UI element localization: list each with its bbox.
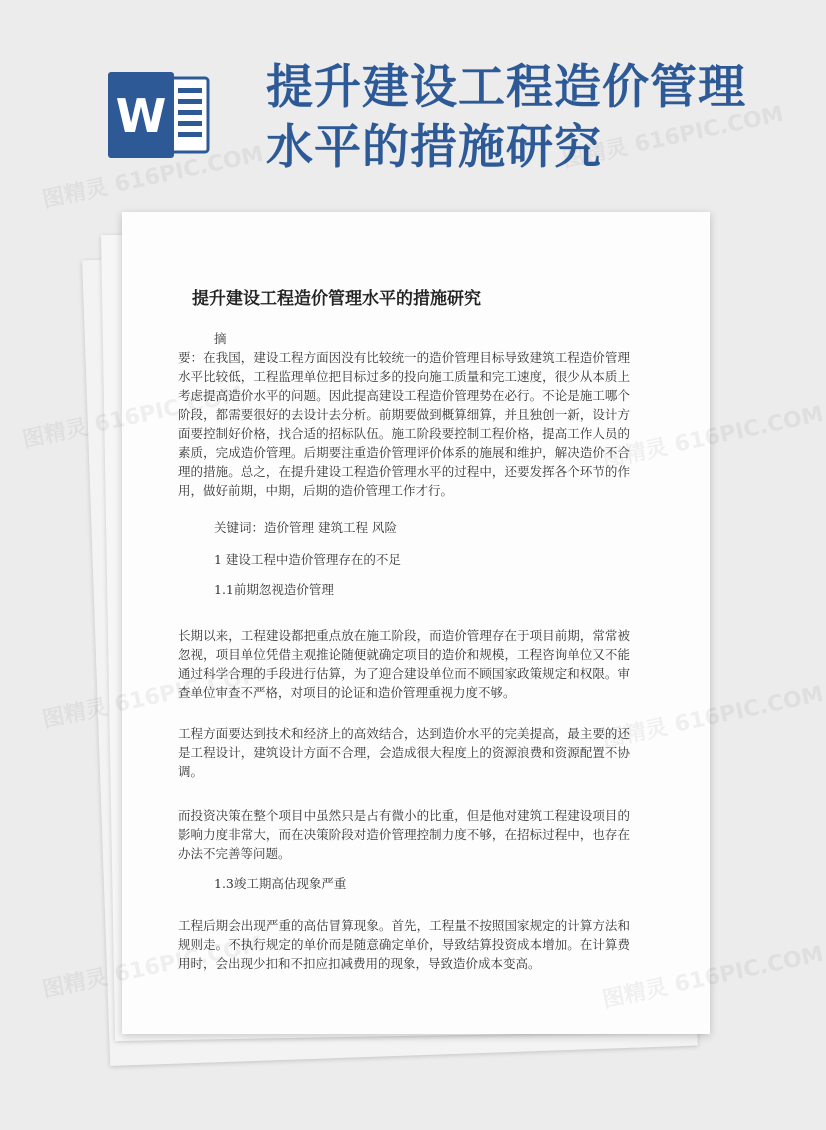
watermark: 图精灵 <box>40 964 111 1004</box>
paragraph: 工程方面要达到技术和经济上的高效结合，达到造价水平的完美提高，最主要的还是工程设计，建筑设计方面不合理，会造成很大程度上的资源浪费和资源配置不协调。 <box>178 726 630 779</box>
document-title: 提升建设工程造价管理水平的措施研究 <box>192 289 481 309</box>
watermark: 图精灵 <box>40 694 111 734</box>
section-heading-1: 1 建设工程中造价管理存在的不足 <box>214 552 401 567</box>
abstract-label: 摘 <box>214 331 227 346</box>
keywords: 关键词：造价管理 建筑工程 风险 <box>214 520 397 535</box>
banner-title <box>266 58 746 178</box>
watermark: 图精灵 616PIC.COM <box>600 681 826 754</box>
watermark: 图精灵 616PIC.COM <box>600 941 826 1014</box>
document-page <box>122 212 710 1034</box>
paragraph: 工程后期会出现严重的高估冒算现象。首先，工程量不按照国家规定的计算方法和规则走。不执行规定的单价而是随意确定单价，导致结算投资成本增加。在计算费用时，会出现少扣和不扣应扣减费用的现象，导致造价成本变高。 <box>178 918 630 971</box>
banner-title-line1: 提升建设工程造价管理 <box>266 60 746 115</box>
word-document-icon <box>108 72 210 158</box>
logo-letter: W <box>115 89 167 143</box>
watermark: 图精灵 <box>20 414 91 454</box>
paragraph: 而投资决策在整个项目中虽然只是占有微小的比重，但是他对建筑工程建设项目的影响力度非常大，而在决策阶段对造价管理控制力度不够，在招标过程中，也存在办法不完善等问题。 <box>178 808 630 861</box>
paragraph: 长期以来，工程建设都把重点放在施工阶段，而造价管理存在于项目前期，常常被忽视，项目单位凭借主观推论随便就确定项目的造价和规模，工程咨询单位又不能通过科学合理的手段进行估算，为了迎合建设单位而不顾国家政策规定和权限。审查单位审查不严格，对项目的论证和造价管理重视力度不够。 <box>178 628 630 700</box>
banner-title-line2: 水平的措施研究 <box>266 120 602 175</box>
section-heading-1-3: 1.3竣工期高估现象严重 <box>214 876 347 891</box>
watermark: 图精灵 616PIC.COM <box>600 401 826 474</box>
watermark: 图精灵 616PIC.COM <box>40 141 266 214</box>
watermark: 图精灵 616PIC.COM <box>560 101 786 174</box>
section-heading-1-1: 1.1前期忽视造价管理 <box>214 582 334 597</box>
abstract-text: 要：在我国，建设工程方面因没有比较统一的造价管理目标导致建筑工程造价管理水平比较低，工程监理单位把目标过多的投向施工质量和完工速度，很少从本质上考虑提高造价水平的问题。因此提高建设工程造价管理势在必行。不论是施工哪个阶段，都需要很好的去设计去分析。前期要做到概算细算，并且独创一新，设计方面要控制好价格，找合适的招标队伍。施工阶段要控制工程价格，提高工作人员的素质，完成造价管理。后期要注重造价管理评价体系的施展和维护，解决造价不合理的措施。总之，在提升建设工程造价管理水平的过程中，还要发挥各个环节的作用，做好前期，中期，后期的造价管理工作才行。 <box>178 350 630 498</box>
